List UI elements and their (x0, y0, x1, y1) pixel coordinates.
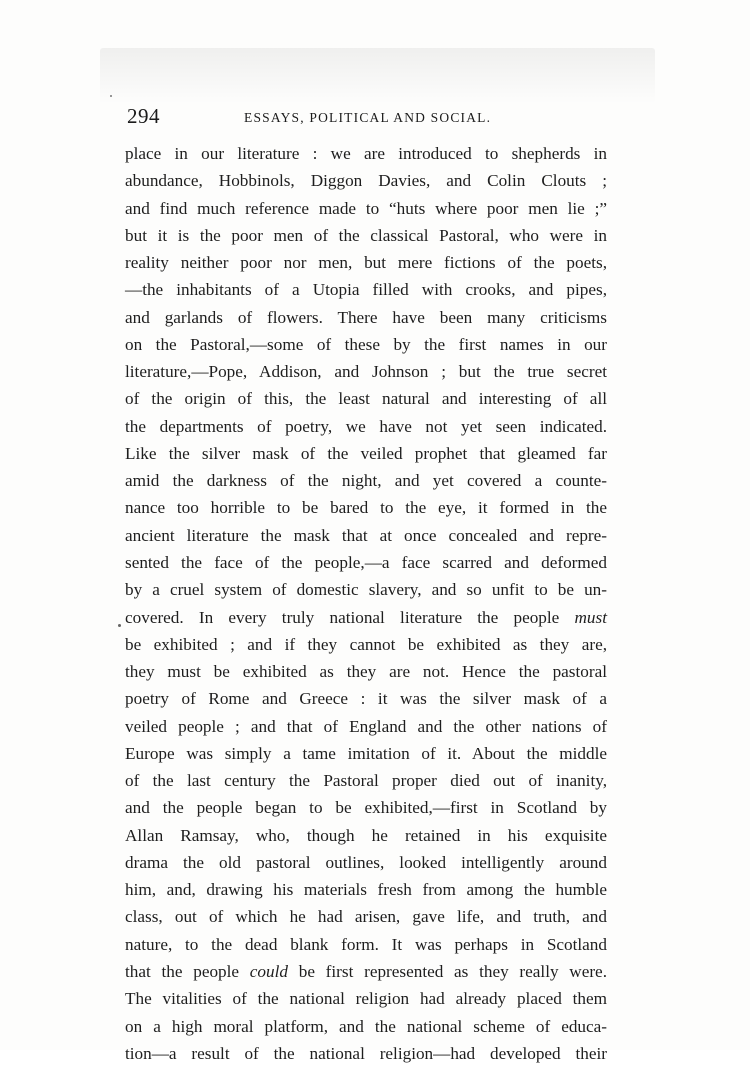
text-line (125, 167, 607, 194)
text-line (125, 522, 607, 549)
text-line-content: poetry of Rome and Greece : it was the silver mask of a (125, 689, 607, 709)
text-line-content: the departments of poetry, we have not yet seen indicated. (125, 416, 607, 436)
text-line (125, 358, 607, 385)
text-line-content: place in our literature : we are introduced to shepherds in (125, 144, 607, 163)
text-line (125, 958, 607, 985)
text-line (125, 931, 607, 958)
text-line-content: amid the darkness of the night, and yet covered a counte- (125, 471, 607, 491)
text-line-content: that the people (125, 961, 250, 981)
text-line-content: drama the old pastoral outlines, looked intelligently around (125, 852, 607, 872)
text-line (125, 849, 607, 876)
text-line (125, 549, 607, 576)
text-line-content: on the Pastoral,—some of these by the first names in our (125, 334, 607, 354)
text-line (125, 276, 607, 303)
emphasized-word: could (249, 961, 288, 981)
text-line (125, 331, 607, 358)
text-line (125, 713, 607, 740)
text-line-content: on a high moral platform, and the national scheme of educa- (125, 1016, 607, 1036)
text-line (125, 385, 607, 412)
text-line (125, 1013, 607, 1040)
text-line (125, 467, 607, 494)
text-line-content: tion—a result of the national religion—had developed their (125, 1043, 607, 1063)
text-line-content: and the people began to be exhibited,—first in Scotland by (125, 798, 607, 818)
text-line-content: reality neither poor nor men, but mere fictions of the poets, (125, 253, 607, 273)
text-line-content: literature,—Pope, Addison, and Johnson ; but the true secret (125, 362, 607, 382)
text-line-content: by a cruel system of domestic slavery, and so unfit to be un- (125, 580, 607, 600)
body-paragraph (125, 140, 607, 1067)
text-line (125, 903, 607, 930)
text-line-content: ancient literature the mask that at once concealed and repre- (125, 525, 607, 545)
text-line-content: abundance, Hobbinols, Diggon Davies, and Colin Clouts ; (125, 171, 607, 191)
text-line (125, 440, 607, 467)
text-line (125, 195, 607, 222)
scan-shadow (100, 48, 655, 104)
text-line-content: Allan Ramsay, who, though he retained in his exquisite (125, 825, 607, 845)
text-line (125, 304, 607, 331)
page-number: 294 (127, 104, 160, 128)
text-line (125, 1040, 607, 1067)
text-line (125, 576, 607, 603)
text-line-content: be exhibited ; and if they cannot be exhibited as they are, (125, 634, 607, 654)
text-line (125, 767, 607, 794)
text-line (125, 249, 607, 276)
text-line (125, 658, 607, 685)
text-line-content: —the inhabitants of a Utopia filled with crooks, and pipes, (125, 280, 607, 300)
text-line (125, 876, 607, 903)
text-line-content: him, and, drawing his materials fresh from among the humble (125, 880, 607, 900)
text-line (125, 222, 607, 249)
text-line (125, 413, 607, 440)
text-line-tail: be first represented as they really were. (287, 961, 607, 981)
text-line-content: they must be exhibited as they are not. Hence the pastoral (125, 662, 607, 682)
text-line-content: The vitalities of the national religion had already placed them (125, 989, 607, 1009)
text-line (125, 631, 607, 658)
text-line-content: and garlands of flowers. There have been many criticisms (125, 307, 607, 327)
text-line (125, 140, 607, 167)
running-head: ESSAYS, POLITICAL AND SOCIAL. (244, 110, 492, 125)
text-line-content: veiled people ; and that of England and the other nations of (125, 716, 607, 736)
margin-speck (118, 624, 121, 627)
emphasized-word: must (574, 607, 607, 627)
text-line-content: of the last century the Pastoral proper died out of inanity, (125, 771, 607, 791)
text-line-content: nance too horrible to be bared to the eye, it formed in the (125, 498, 607, 518)
text-line (125, 822, 607, 849)
text-line-content: sented the face of the people,—a face scarred and deformed (125, 552, 607, 572)
text-line (125, 604, 607, 631)
text-line (125, 985, 607, 1012)
text-line (125, 494, 607, 521)
text-line (125, 685, 607, 712)
text-line-content: and find much reference made to “huts where poor men lie ;” (125, 198, 607, 218)
text-line-content: covered. In every truly national literature the people (125, 607, 575, 627)
text-line-content: Europe was simply a tame imitation of it. About the middle (125, 743, 607, 763)
text-line-content: but it is the poor men of the classical Pastoral, who were in (125, 225, 607, 245)
text-line-content: Like the silver mask of the veiled prophet that gleamed far (125, 443, 607, 463)
text-line-content: class, out of which he had arisen, gave life, and truth, and (125, 907, 607, 927)
text-line-content: of the origin of this, the least natural and interesting of all (125, 389, 607, 409)
text-line (125, 794, 607, 821)
text-line-content: nature, to the dead blank form. It was perhaps in Scotland (125, 934, 607, 954)
scan-speck (110, 95, 112, 97)
text-line (125, 740, 607, 767)
